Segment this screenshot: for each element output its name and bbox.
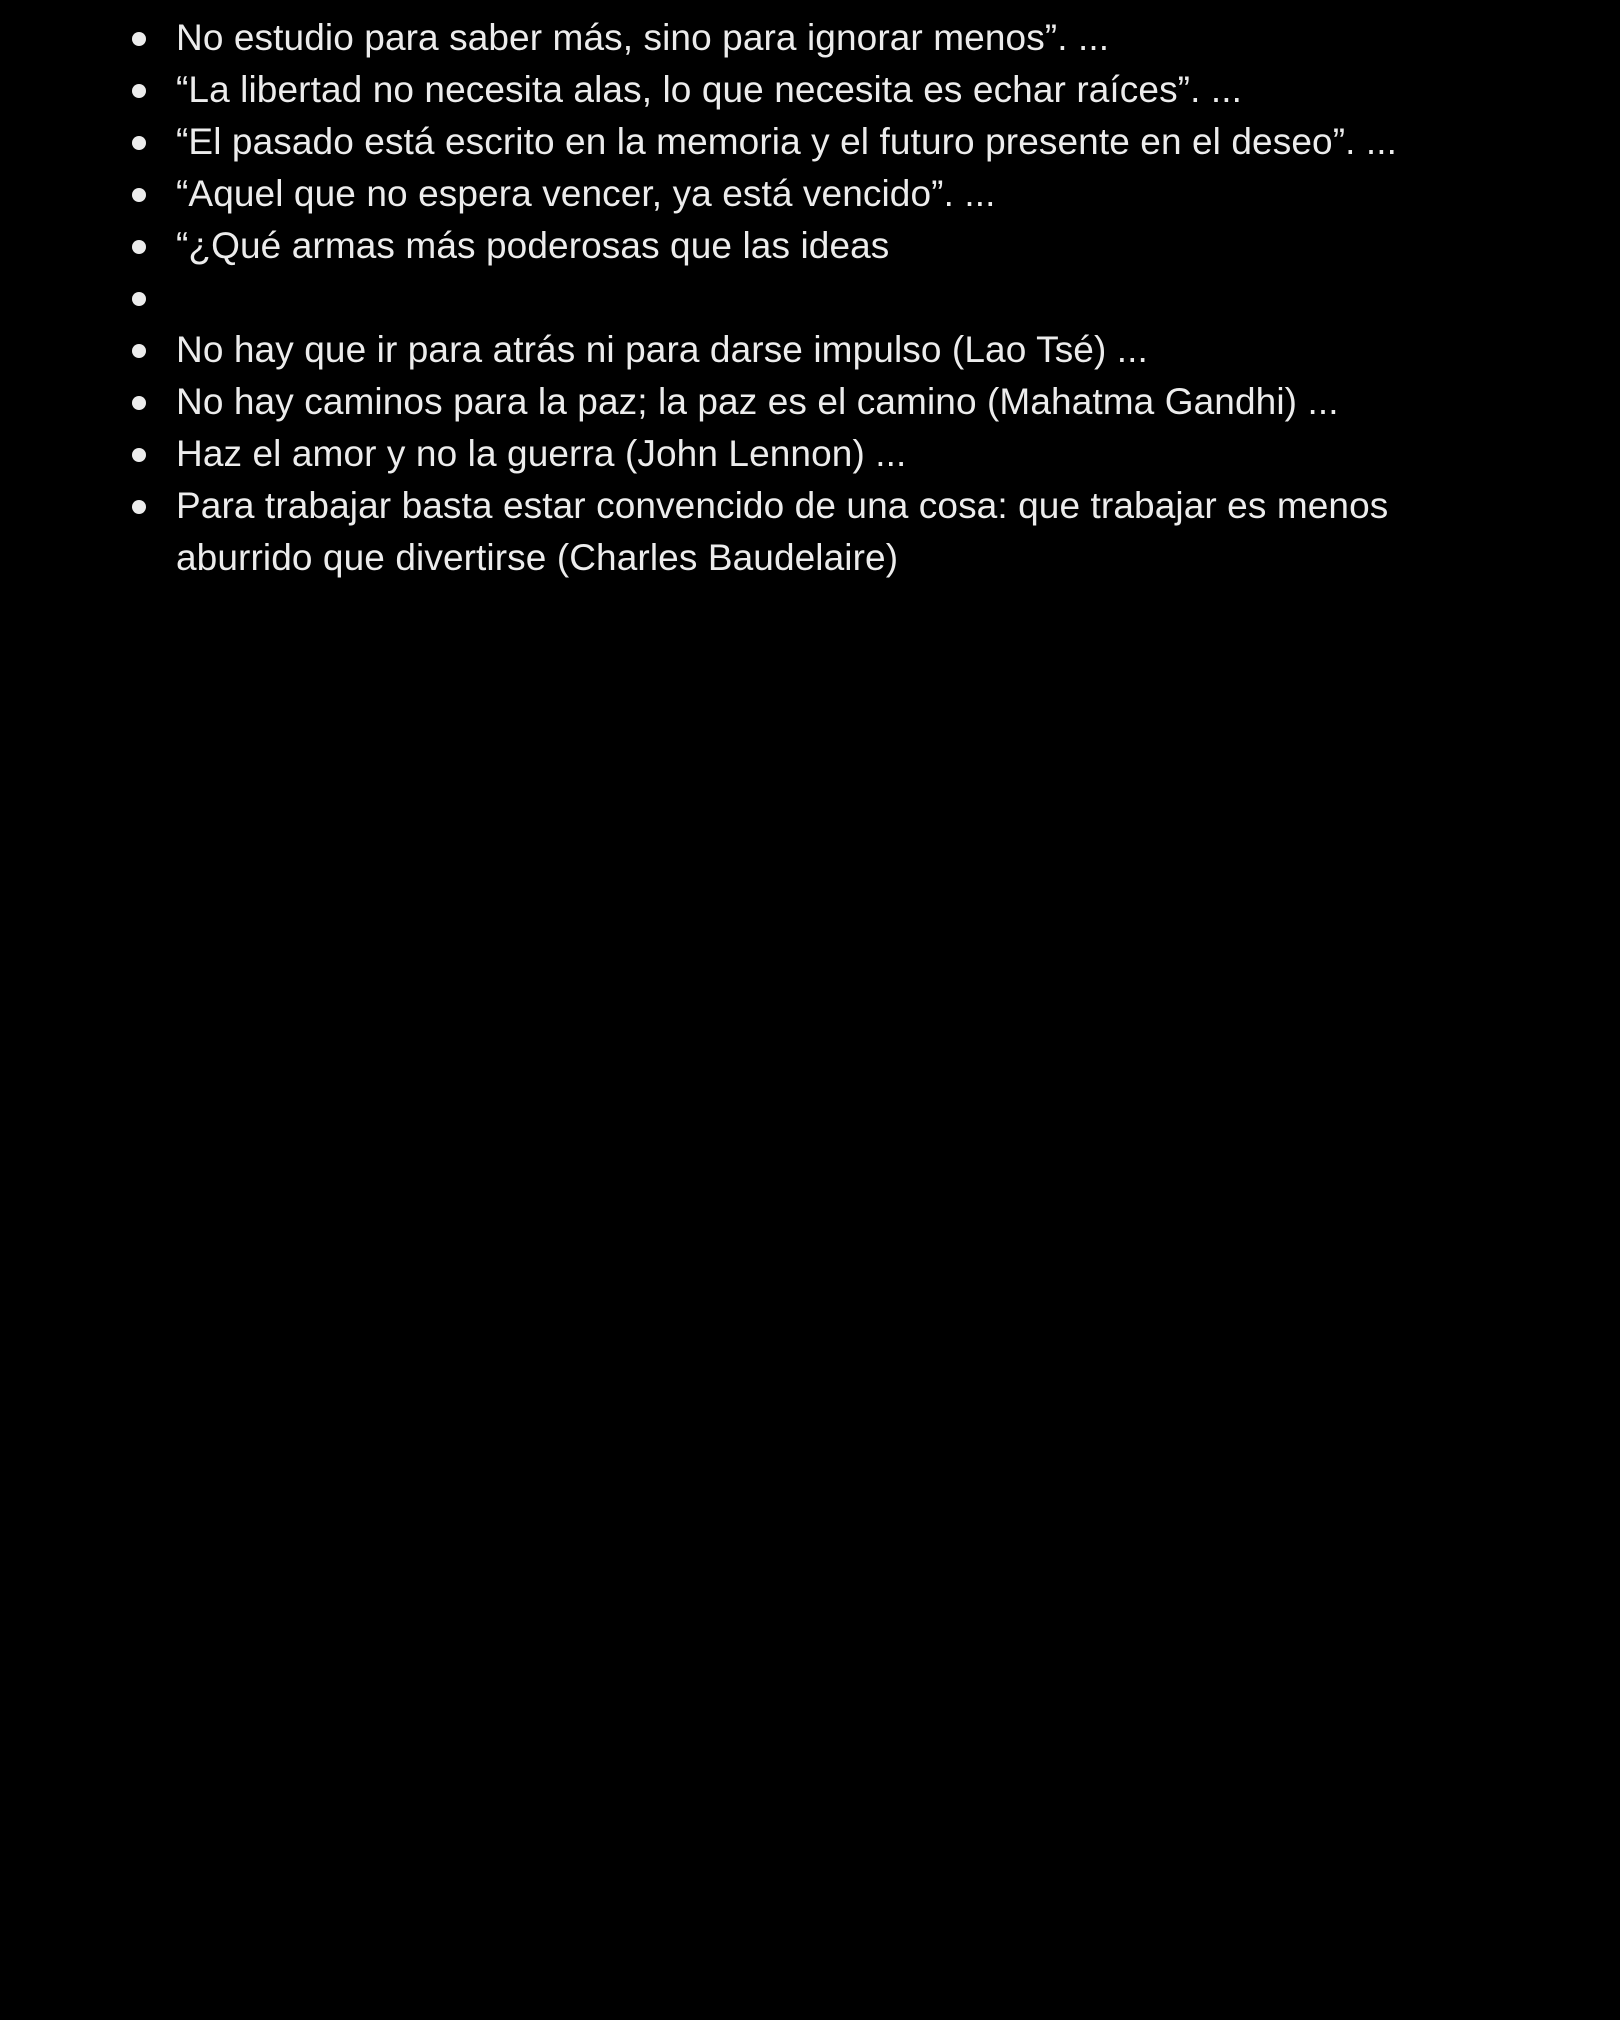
quote-text: No hay caminos para la paz; la paz es el camino (Mahatma Gandhi) ... <box>176 381 1339 422</box>
list-item-empty <box>176 272 1476 324</box>
quote-text: Para trabajar basta estar convencido de una cosa: que trabajar es menos aburrido que divertirse (Charles Baudelaire) <box>176 485 1399 578</box>
quote-text: “¿Qué armas más poderosas que las ideas <box>176 225 890 266</box>
quote-list <box>176 12 1476 584</box>
bullet-icon <box>132 448 146 462</box>
list-item <box>176 324 1476 376</box>
bullet-icon <box>132 188 146 202</box>
bullet-icon <box>132 344 146 358</box>
bullet-icon <box>132 84 146 98</box>
bullet-icon <box>132 32 146 46</box>
list-item <box>176 64 1476 116</box>
quote-text: No estudio para saber más, sino para ignorar menos”. ... <box>176 17 1110 58</box>
bullet-icon <box>132 500 146 514</box>
list-item <box>176 480 1476 584</box>
list-item <box>176 376 1476 428</box>
bullet-icon <box>132 396 146 410</box>
bullet-icon <box>132 292 146 306</box>
list-item <box>176 168 1476 220</box>
list-item <box>176 12 1476 64</box>
quote-text: “Aquel que no espera vencer, ya está vencido”. ... <box>176 173 996 214</box>
quote-text: No hay que ir para atrás ni para darse impulso (Lao Tsé) ... <box>176 329 1148 370</box>
quote-text: “La libertad no necesita alas, lo que necesita es echar raíces”. ... <box>176 69 1242 110</box>
bullet-icon <box>132 136 146 150</box>
list-item <box>176 428 1476 480</box>
bullet-icon <box>132 240 146 254</box>
quote-text: “El pasado está escrito en la memoria y el futuro presente en el deseo”. ... <box>176 121 1398 162</box>
list-item <box>176 116 1476 168</box>
list-item <box>176 220 1476 272</box>
quote-text: Haz el amor y no la guerra (John Lennon) ... <box>176 433 907 474</box>
